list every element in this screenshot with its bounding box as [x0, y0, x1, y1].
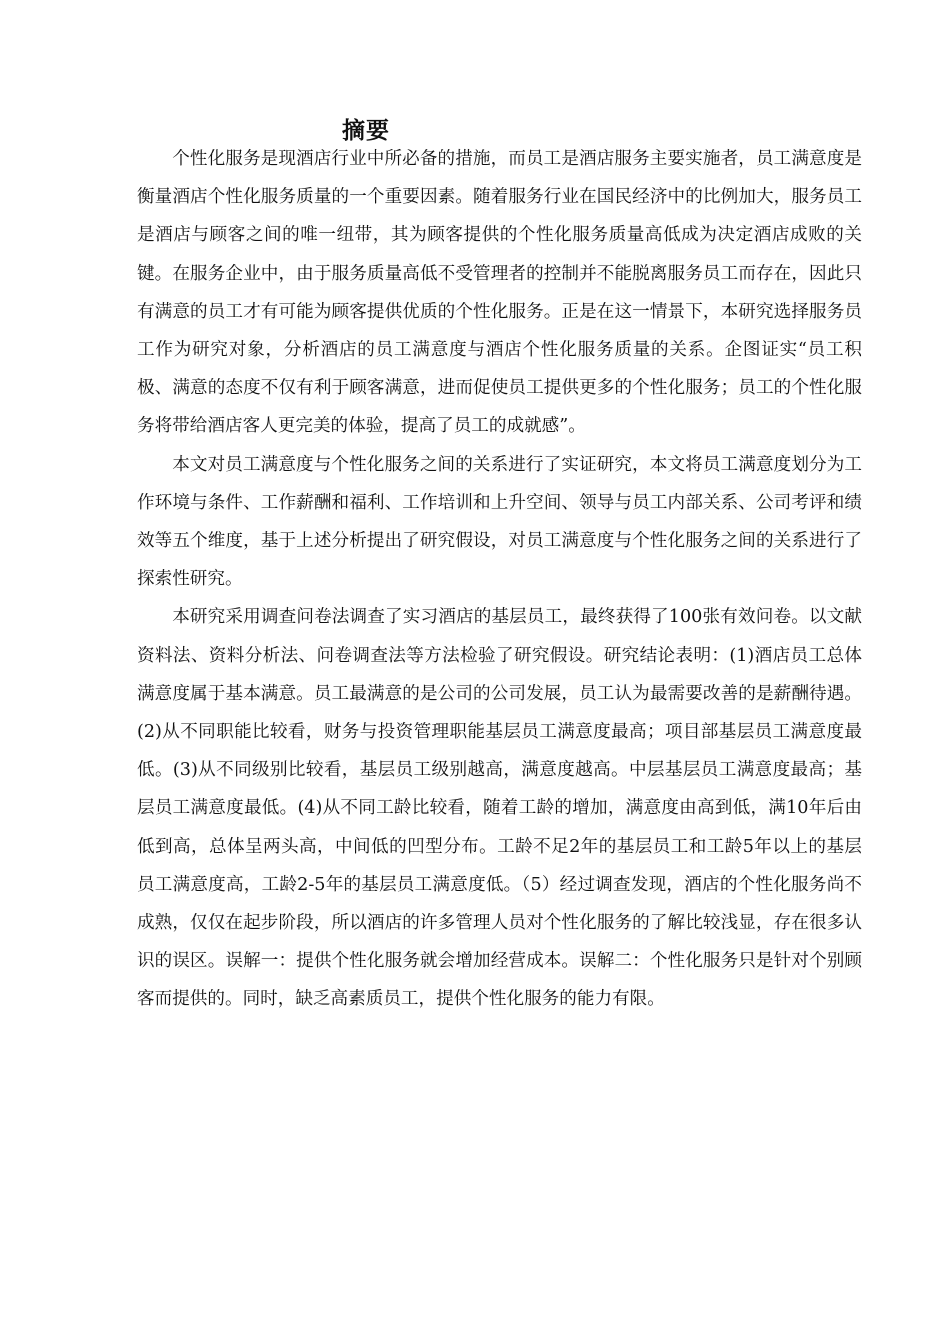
- abstract-paragraph-1: 个性化服务是现酒店行业中所必备的措施，而员工是酒店服务主要实施者，员工满意度是衡量酒店个性化服务质量的一个重要因素。随着服务行业在国民经济中的比例加大，服务员工是酒店与顾客之间的唯一纽带，其为顾客提供的个性化服务质量高低成为决定酒店成败的关键。在服务企业中，由于服务质量高低不受管理者的控制并不能脱离服务员工而存在，因此只有满意的员工才有可能为顾客提供优质的个性化服务。正是在这一情景下，本研究选择服务员工作为研究对象，分析酒店的员工满意度与酒店个性化服务质量的关系。企图证实“员工积极、满意的态度不仅有利于顾客满意，进而促使员工提供更多的个性化服务；员工的个性化服务将带给酒店客人更完美的体验，提高了员工的成就感”。: [137, 149, 862, 437]
- abstract-body: [137, 140, 862, 1019]
- abstract-paragraph-2: 本文对员工满意度与个性化服务之间的关系进行了实证研究，本文将员工满意度划分为工作环境与条件、工作薪酬和福利、工作培训和上升空间、领导与员工内部关系、公司考评和绩效等五个维度，基于上述分析提出了研究假设，对员工满意度与个性化服务之间的关系进行了探索性研究。: [137, 454, 862, 590]
- abstract-title: 摘要: [342, 118, 390, 144]
- abstract-paragraph-3: 本研究采用调查问卷法调查了实习酒店的基层员工，最终获得了100张有效问卷。以文献资料法、资料分析法、问卷调查法等方法检验了研究假设。研究结论表明：(1)酒店员工总体满意度属于基本满意。员工最满意的是公司的公司发展，员工认为最需要改善的是薪酬待遇。(2)从不同职能比较看，财务与投资管理职能基层员工满意度最高；项目部基层员工满意度最低。(3)从不同级别比较看，基层员工级别越高，满意度越高。中层基层员工满意度最高；基层员工满意度最低。(4)从不同工龄比较看，随着工龄的增加，满意度由高到低，满10年后由低到高，总体呈两头高，中间低的凹型分布。工龄不足2年的基层员工和工龄5年以上的基层员工满意度高，工龄2-5年的基层员工满意度低。（5）经过调查发现，酒店的个性化服务尚不成熟，仅仅在起步阶段，所以酒店的许多管理人员对个性化服务的了解比较浅显，存在很多认识的误区。误解一：提供个性化服务就会增加经营成本。误解二：个性化服务只是针对个别顾客而提供的。同时，缺乏高素质员工，提供个性化服务的能力有限。: [137, 607, 862, 1010]
